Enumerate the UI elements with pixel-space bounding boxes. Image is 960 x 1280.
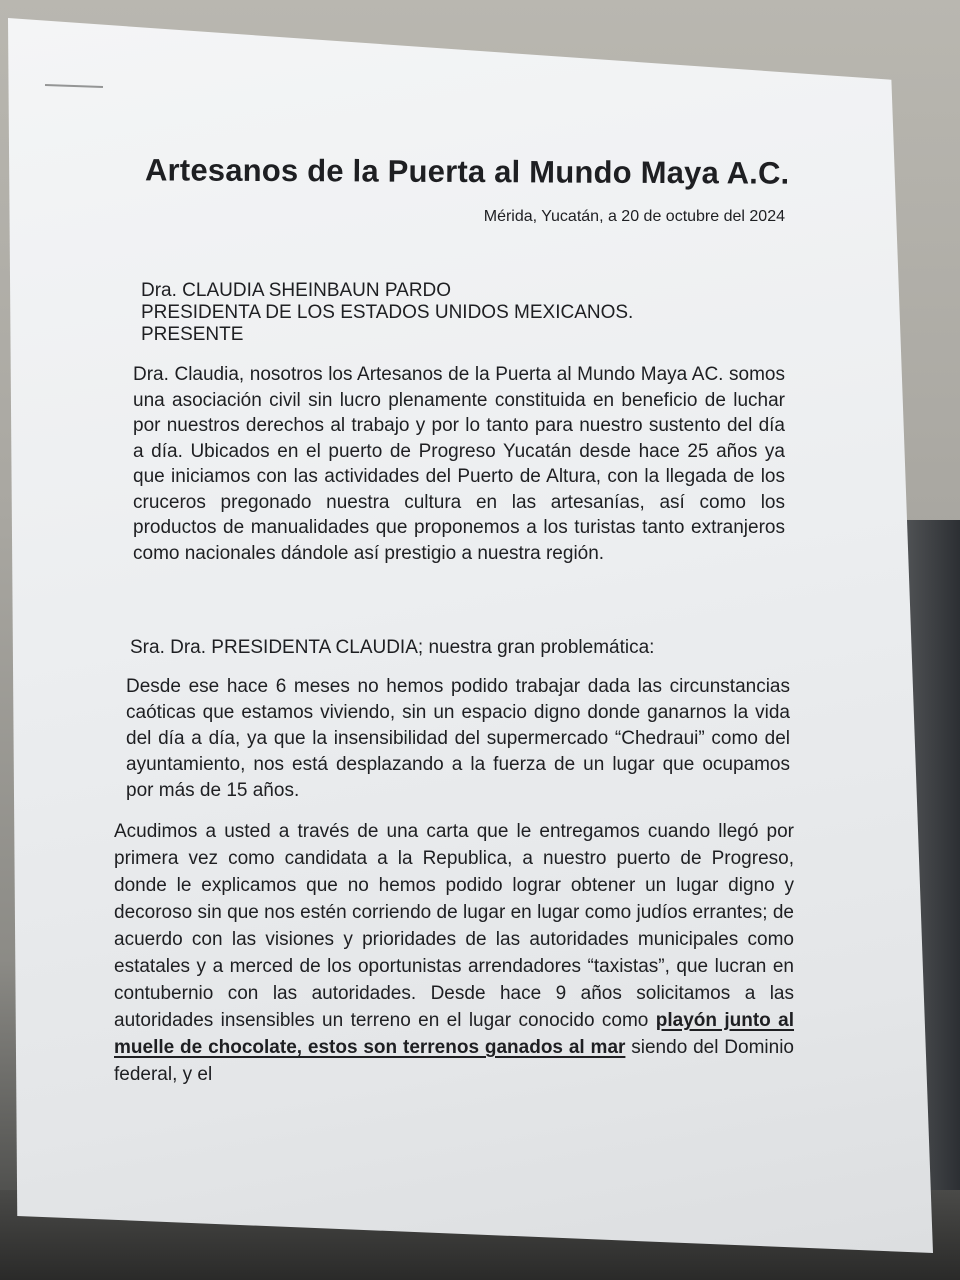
letter-date: Mérida, Yucatán, a 20 de octubre del 2024	[483, 208, 785, 225]
addressee-presente: PRESENTE	[141, 324, 244, 345]
underlined-location: playón junto al muelle de chocolate, estos son terrenos ganados al mar	[114, 1010, 795, 1058]
paragraph-introduction: Dra. Claudia, nosotros los Artesanos de la Puerta al Mundo Maya AC. somos una asociación civil sin lucro plenamente constituida en beneficio de luchar por nuestros derechos al trabajo y por lo tanto para nuestro sustento del día a día. Ubicados en el puerto de Progreso Yucatán desde hace 25 años ya que iniciamos con las actividades del Puerto de Altura, con la llegada de los cruceros pregonado nuestra cultura en las artesanías, así como los productos de manualidades que proponemos a los turistas tanto extranjeros como nacionales dándole así prestigio a nuestra región.	[133, 364, 785, 564]
addressee-name: Dra. CLAUDIA SHEINBAUN PARDO	[141, 280, 452, 301]
greeting-line: Sra. Dra. PRESIDENTA CLAUDIA; nuestra gran problemática:	[130, 637, 655, 658]
paragraph-history-text: Acudimos a usted a través de una carta que le entregamos cuando llegó por primera vez como candidata a la Republica, a nuestro puerto de Progreso, donde le explicamos que no hemos podido lograr obtener un lugar digno y decoroso sin que nos estén corriendo de lugar en lugar como judíos errantes; de acuerdo con las visiones y prioridades de las autoridades municipales como estatales y a merced de los oportunistas arrendadores “taxistas”, que lucran en contubernio con las autoridades. Desde hace 9 años solicitamos a las autoridades insensibles un terreno en el lugar conocido como	[114, 821, 794, 1031]
paragraph-problem: Desde ese hace 6 meses no hemos podido trabajar dada las circunstancias caóticas que estamos viviendo, sin un espacio digno donde ganarnos la vida del día a día, ya que la insensibilidad del supermercado “Chedraui” como del ayuntamiento, nos está desplazando a la fuerza de un lugar que ocupamos por más de 15 años.	[126, 676, 790, 801]
paragraph-history	[114, 818, 794, 1088]
letter-title: Artesanos de la Puerta al Mundo Maya A.C.	[144, 152, 790, 191]
addressee-block	[141, 280, 633, 346]
addressee-title: PRESIDENTA DE LOS ESTADOS UNIDOS MEXICANOS.	[141, 302, 634, 323]
paragraph-history-continuation: siendo del Dominio federal, y el	[114, 1037, 795, 1085]
